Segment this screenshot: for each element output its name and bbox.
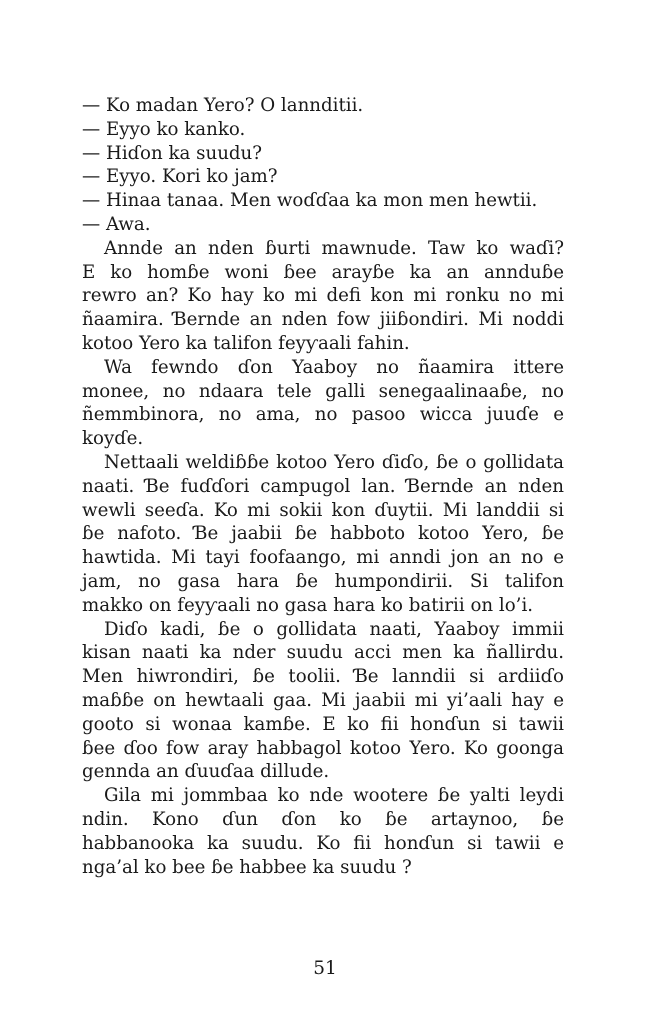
paragraph-line: ñaamira. Ɓernde an nden fow jiiɓondiri. Mi noddi — [82, 309, 564, 331]
paragraph-line: ɓe nafoto. Ɓe jaabii ɓe habboto kotoo Yero, ɓe — [82, 523, 564, 545]
paragraphs-block — [82, 237, 564, 880]
paragraph-line: gooto si wonaa kamɓe. E ko fii honɗun si tawii — [82, 713, 564, 735]
paragraph-line: Diɗo kadi, ɓe o gollidata naati, Yaaboy immii — [104, 618, 564, 640]
body-paragraph — [82, 237, 564, 356]
body-paragraph — [82, 784, 564, 879]
dialog-line: — Ko madan Yero? O lannditii. — [82, 95, 364, 116]
body-paragraph — [82, 618, 564, 785]
paragraph-line: koyɗe. — [82, 428, 144, 450]
paragraph-line: maɓɓe on hewtaali gaa. Mi jaabii mi yi’aali hay e — [82, 689, 564, 711]
dialog-line: — Eyyo. Kori ko jam? — [82, 166, 278, 188]
dialog-line: — Awa. — [82, 213, 151, 235]
paragraph-line: kotoo Yero ka talifon feyƴaali fahin. — [82, 332, 410, 354]
paragraph-line: jam, no gasa hara ɓe humpondirii. Si talifon — [82, 570, 564, 592]
paragraph-line: Nettaali weldiɓɓe kotoo Yero ɗiɗo, ɓe o gollidata — [104, 451, 564, 473]
paragraph-line: kisan naati ka nder suudu acci men ka ñallirdu. — [82, 642, 564, 664]
paragraph-line: ɓee ɗoo fow aray habbagol kotoo Yero. Ko goonga — [82, 737, 564, 759]
paragraph-line: makko on feyƴaali no gasa hara ko batirii on lo’i. — [82, 594, 534, 616]
body-paragraph — [82, 356, 564, 451]
paragraph-line: Men hiwrondiri, ɓe toolii. Ɓe lanndii si ardiiɗo — [82, 666, 564, 688]
paragraph-line: Annde an nden ɓurti mawnude. Taw ko waɗi? — [104, 237, 564, 259]
body-paragraph — [82, 451, 564, 618]
paragraph-line: rewro an? Ko hay ko mi defi kon mi ronku no mi — [82, 285, 564, 307]
paragraph-line: ñemmbinora, no ama, no pasoo wicca juuɗe e — [82, 404, 564, 426]
dialog-line: — Hiɗon ka suudu? — [82, 142, 263, 164]
paragraph-line: ndin. Kono ɗun ɗon ko ɓe artaynoo, ɓe — [82, 808, 564, 830]
paragraph-line: Gila mi jommbaa ko nde wootere ɓe yalti leydi — [104, 785, 564, 807]
paragraph-line: nga’al ko bee ɓe habbee ka suudu ? — [82, 856, 412, 878]
dialog-line: — Eyyo ko kanko. — [82, 118, 246, 140]
dialog-line: — Hinaa tanaa. Men woɗɗaa ka mon men hewtii. — [82, 190, 538, 212]
paragraph-line: Wa fewndo ɗon Yaaboy no ñaamira ittere — [104, 356, 564, 378]
page-number: 51 — [313, 958, 337, 979]
dialog-block — [82, 94, 564, 237]
paragraph-line: wewli seeɗa. Ko mi sokii kon ɗuytii. Mi landdii si — [82, 499, 564, 521]
paragraph-line: naati. Ɓe fuɗɗori campugol lan. Ɓernde an nden — [82, 475, 564, 497]
paragraph-line: habbanooka ka suudu. Ko fii honɗun si tawii e — [82, 832, 564, 854]
paragraph-line: hawtida. Mi tayi foofaango, mi anndi jon an no e — [82, 547, 564, 569]
page-body — [82, 94, 564, 879]
paragraph-line: E ko homɓe woni ɓee arayɓe ka an annduɓe — [82, 261, 564, 283]
paragraph-line: gennda an ɗuuɗaa dillude. — [82, 761, 330, 783]
paragraph-line: monee, no ndaara tele galli senegaalinaaɓe, no — [82, 380, 564, 402]
